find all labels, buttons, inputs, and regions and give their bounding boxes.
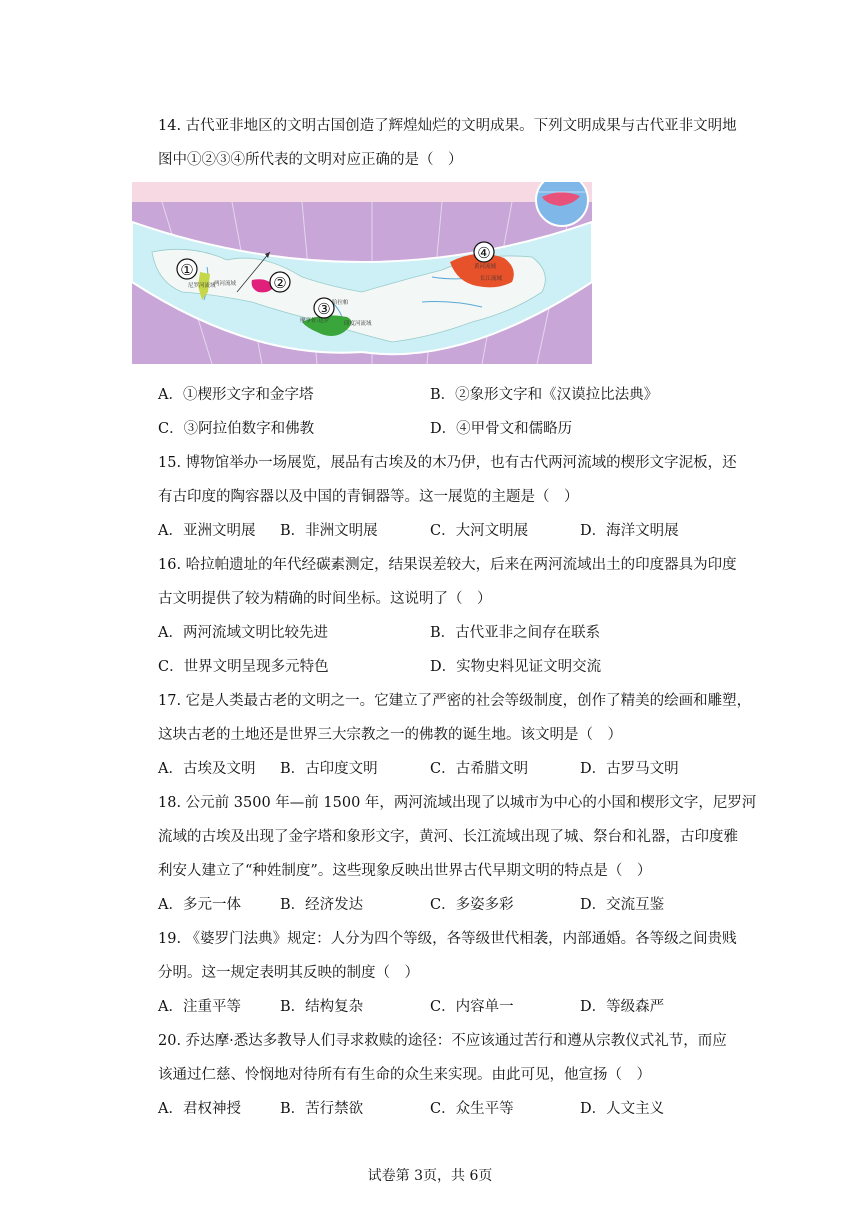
label-nile: 尼罗河流域 (188, 283, 216, 289)
q16-line-1: 16. 哈拉帕遗址的年代经碳素测定，结果误差较大，后来在两河流域出土的印度器具为印度 (158, 557, 737, 573)
q16-option-a[interactable]: A．两河流域文明比较先进 (158, 625, 328, 641)
q15-line-1: 15. 博物馆举办一场展览，展品有古埃及的木乃伊，也有古代两河流域的楔形文字泥板，还 (158, 455, 737, 471)
q14-option-d[interactable]: D．④甲骨文和儒略历 (430, 421, 573, 437)
label-yangtze: 长江流域 (480, 276, 503, 282)
q18-line-3: 利安人建立了“种姓制度”。这些现象反映出世界古代早期文明的特点是（ ） (158, 863, 652, 879)
q15-line-2: 有古印度的陶容器以及中国的青铜器等。这一展览的主题是（ ） (158, 489, 579, 505)
q19-option-a[interactable]: A．注重平等 (158, 999, 241, 1015)
marker-2: ② (273, 274, 287, 292)
page-footer: 试卷第 3页，共 6页 (367, 1168, 493, 1184)
q14-option-b[interactable]: B．②象形文字和《汉谟拉比法典》 (430, 387, 659, 403)
q19-option-c[interactable]: C．内容单一 (430, 999, 514, 1015)
q18-option-b[interactable]: B．经济发达 (280, 897, 364, 913)
q18-line-2: 流域的古埃及出现了金字塔和象形文字，黄河、长江流域出现了城、祭台和礼器，古印度雅 (158, 829, 738, 845)
q16-option-c[interactable]: C．世界文明呈现多元特色 (158, 659, 329, 675)
label-yellow-river: 黄河流域 (474, 264, 497, 270)
q19-option-d[interactable]: D．等级森严 (580, 999, 665, 1015)
q19-line-1: 19. 《婆罗门法典》规定：人分为四个等级，各等级世代相袭，内部通婚。各等级之间贵贱 (158, 931, 737, 947)
q14-option-c[interactable]: C．③阿拉伯数字和佛教 (158, 421, 315, 437)
q18-option-d[interactable]: D．交流互鉴 (580, 897, 665, 913)
q14-option-a[interactable]: A．①楔形文字和金字塔 (158, 387, 314, 403)
label-indus: 印度河流域 (344, 321, 372, 327)
q15-option-c[interactable]: C．大河文明展 (430, 523, 529, 539)
q18-option-c[interactable]: C．多姿多彩 (430, 897, 514, 913)
q16-option-b[interactable]: B．古代亚非之间存在联系 (430, 625, 601, 641)
q17-option-a[interactable]: A．古埃及文明 (158, 761, 256, 777)
q17-line-1: 17. 它是人类最古老的文明之一。它建立了严密的社会等级制度，创作了精美的绘画和雕塑， (158, 693, 752, 709)
q15-option-b[interactable]: B．非洲文明展 (280, 523, 378, 539)
marker-4: ④ (477, 244, 491, 262)
q17-option-b[interactable]: B．古印度文明 (280, 761, 378, 777)
label-mesopotamia: 两河流域 (214, 281, 237, 287)
q20-option-c[interactable]: C．众生平等 (430, 1101, 514, 1117)
ancient-civilization-map (132, 182, 592, 364)
q20-option-b[interactable]: B．苦行禁欲 (280, 1101, 364, 1117)
label-mohenjo: 摩亨佐·达罗 (300, 318, 330, 324)
q19-line-2: 分明。这一规定表明其反映的制度（ ） (158, 965, 419, 981)
q19-option-b[interactable]: B．结构复杂 (280, 999, 364, 1015)
q17-option-c[interactable]: C．古希腊文明 (430, 761, 529, 777)
q20-line-1: 20. 乔达摩·悉达多教导人们寻求救赎的途径：不应该通过苦行和遵从宗教仪式礼节，而应 (158, 1033, 727, 1049)
q16-option-d[interactable]: D．实物史料见证文明交流 (430, 659, 602, 675)
q17-line-2: 这块古老的土地还是世界三大宗教之一的佛教的诞生地。该文明是（ ） (158, 727, 622, 743)
marker-3: ③ (317, 300, 331, 318)
globe-inset (536, 182, 588, 226)
q17-option-d[interactable]: D．古罗马文明 (580, 761, 679, 777)
q18-line-1: 18. 公元前 3500 年—前 1500 年，两河流域出现了以城市为中心的小国和楔形文字，尼罗河 (158, 795, 757, 811)
marker-1: ① (180, 261, 194, 279)
q15-option-d[interactable]: D．海洋文明展 (580, 523, 679, 539)
q20-line-2: 该通过仁慈、怜悯地对待所有有生命的众生来实现。由此可见，他宣扬（ ） (158, 1067, 651, 1083)
label-harappa: 哈拉帕 (332, 300, 349, 306)
q14-line-1: 14. 古代亚非地区的文明古国创造了辉煌灿烂的文明成果。下列文明成果与古代亚非文明地 (158, 118, 737, 134)
q18-option-a[interactable]: A．多元一体 (158, 897, 241, 913)
q20-option-d[interactable]: D．人文主义 (580, 1101, 665, 1117)
q15-option-a[interactable]: A．亚洲文明展 (158, 523, 256, 539)
q20-option-a[interactable]: A．君权神授 (158, 1101, 241, 1117)
q14-line-2: 图中①②③④所代表的文明对应正确的是（ ） (158, 152, 463, 168)
q16-line-2: 古文明提供了较为精确的时间坐标。这说明了（ ） (158, 591, 492, 607)
